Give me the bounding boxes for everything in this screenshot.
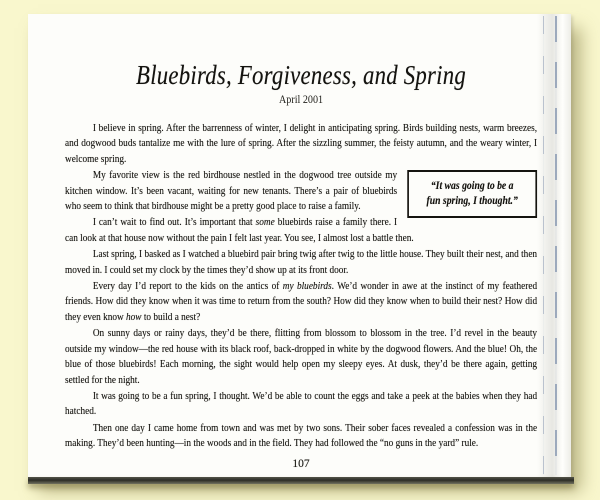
page-subtitle-date: April 2001: [278, 92, 324, 106]
paragraph: Then one day I came home from town and was met by two sons. Their sober faces revealed a confession was in the making. They’d been hunting—in the woods and in the field. They had followed the “no guns in the yard” rule.: [65, 421, 538, 450]
pull-quote-box: [407, 170, 537, 218]
pull-quote-line: “It was going to be a: [430, 180, 514, 193]
page-curve-line: [543, 16, 544, 475]
page-title: Bluebirds, Forgiveness, and Spring: [136, 60, 467, 90]
page-number: 107: [292, 458, 310, 470]
paragraph: Last spring, I basked as I watched a bluebird pair bring twig after twig to the little house. They built their nest, and then moved in. I could set my clock by the times they’d show up at its front door.: [65, 248, 538, 276]
scanned-book-page: [28, 14, 571, 477]
paragraph: On sunny days or rainy days, they’d be there, flitting from blossom to blossom in the tree. I’d revel in the beauty outside my window—the red house with its black roof, back-dropped in white by the dogwood flowers. And the blue! Oh, the blue of those bluebirds! Each morning, the sight would help open my sleepy eyes. At dusk, they’d be there again, getting settled for the night.: [65, 327, 538, 386]
body-text: [65, 121, 537, 452]
book-edge-shadow: [28, 477, 574, 484]
page-curve-line: [555, 16, 557, 475]
paragraph: I believe in spring. After the barrenness of winter, I delight in anticipating spring. Birds building nests, warm breezes, and dogwood buds tantalize me with the lure of spring. After the sizzling summer, the feisty autumn, and the weary winter, I welcome spring.: [65, 122, 538, 165]
paragraph: I can’t wait to find out. It’s important that some bluebirds raise a family there. I can look at that house now without the pain I felt last year. You see, I almost lost a battle then.: [65, 216, 414, 244]
paragraph: It was going to be a fun spring, I thought. We’d be able to count the eggs and take a peek at the babies when they had hatched.: [65, 389, 538, 418]
page-content: [65, 14, 537, 477]
paragraph: My favorite view is the red birdhouse nestled in the dogwood tree outside my kitchen window. It’s been vacant, waiting for new tenants. There’s a pair of bluebirds who seem to think that birdhouse might be a pretty good place to raise a family.: [65, 169, 398, 213]
pull-quote-line: fun spring, I thought.”: [426, 195, 518, 208]
paragraph: Every day I’d report to the kids on the antics of my bluebirds. We’d wonder in awe at the instinct of my feathered friends. How did they know when it was time to return from the south? How did they know when to build their nest? How did they even know how to build a nest?: [65, 280, 538, 323]
